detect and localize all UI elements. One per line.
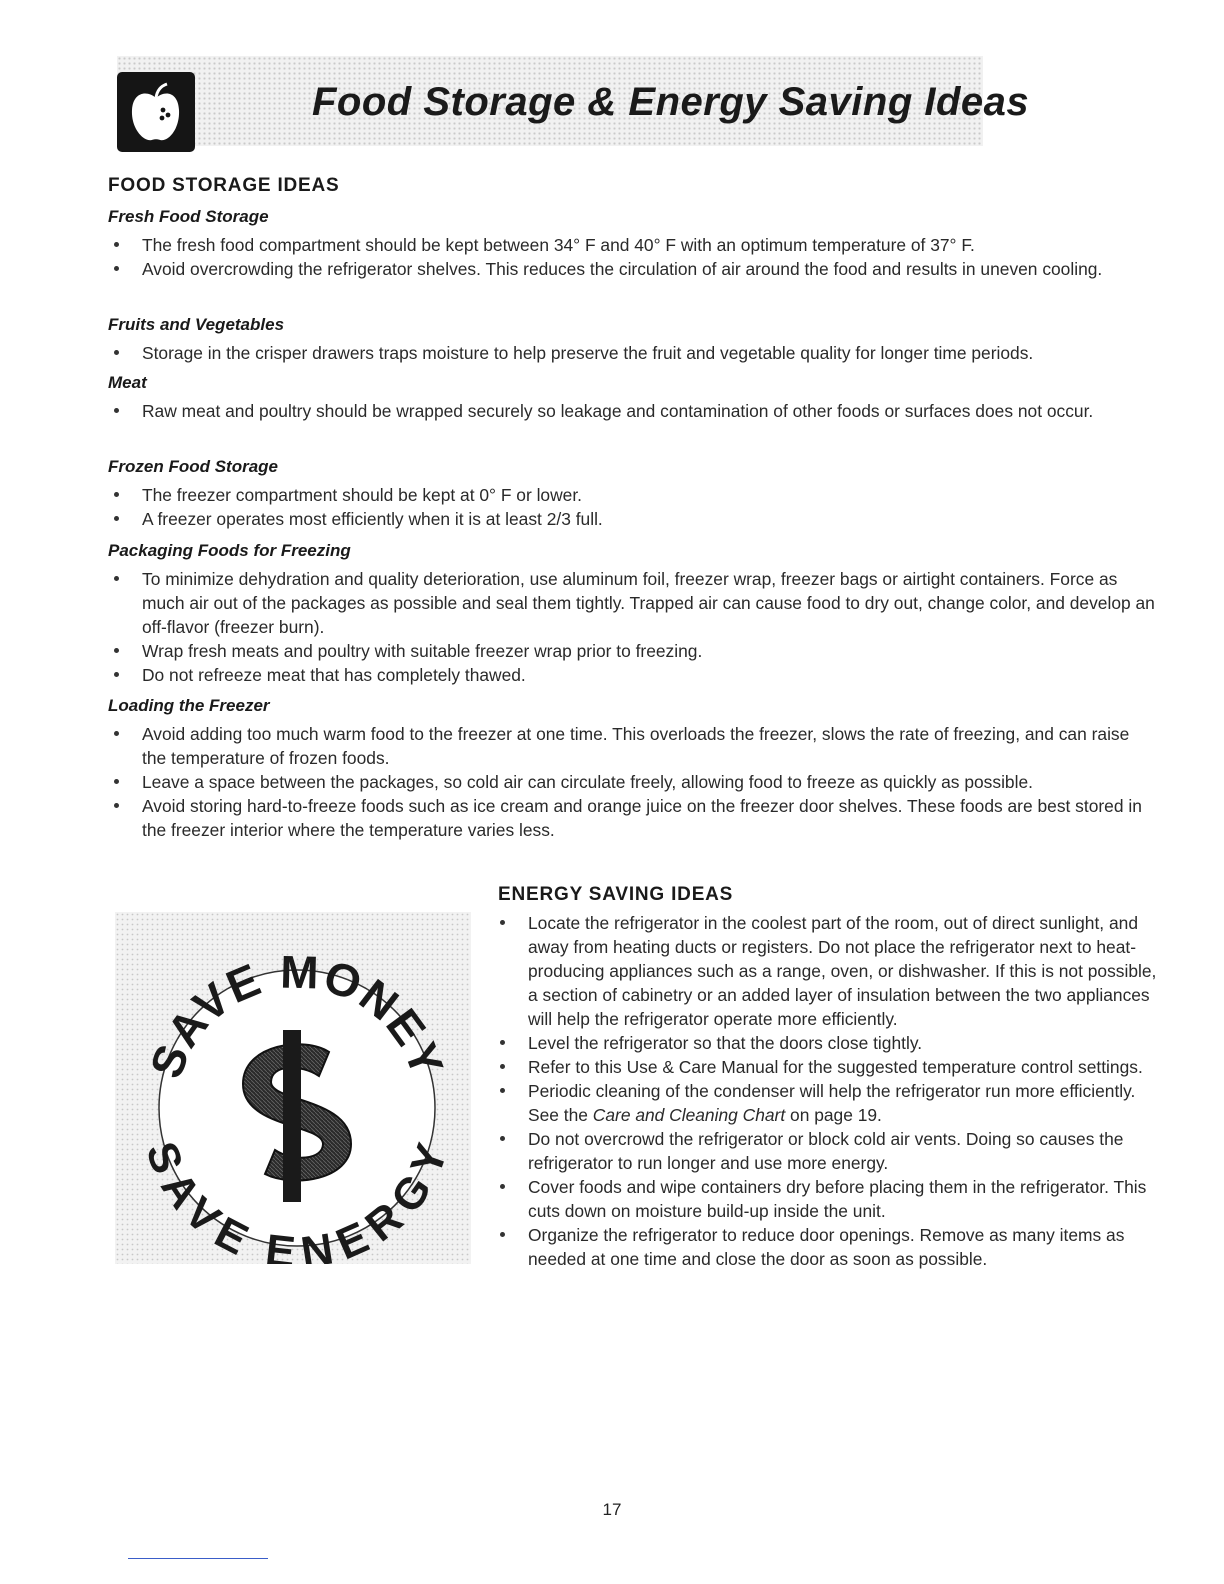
save-money-save-energy-logo [115, 912, 471, 1264]
list-item: Wrap fresh meats and poultry with suitable freezer wrap prior to freezing. [108, 639, 1158, 663]
apple-icon [117, 72, 195, 152]
care-cleaning-chart-reference: Care and Cleaning Chart [592, 1105, 786, 1125]
list-item: Level the refrigerator so that the doors close tightly. [494, 1031, 1162, 1055]
logo-bottom-text: SAVE ENERGY [135, 1135, 459, 1264]
frozen-food-list [108, 483, 1158, 531]
list-item: Do not refreeze meat that has completely thawed. [108, 663, 1158, 687]
fresh-food-list [108, 233, 1158, 281]
fruits-vegetables-list [108, 341, 1158, 365]
page-number: 17 [602, 1500, 622, 1519]
list-item: The fresh food compartment should be kept between 34° F and 40° F with an optimum temperature of 37° F. [108, 233, 1158, 257]
list-item: Avoid storing hard-to-freeze foods such as ice cream and orange juice on the freezer door shelves. These foods are best stored in the freezer interior where the temperature varies less. [108, 794, 1158, 842]
list-item: Storage in the crisper drawers traps moisture to help preserve the fruit and vegetable quality for longer time periods. [108, 341, 1158, 365]
meat-list [108, 399, 1158, 423]
list-item: Cover foods and wipe containers dry before placing them in the refrigerator. This cuts down on moisture build-up inside the unit. [494, 1175, 1162, 1223]
list-item: Refer to this Use & Care Manual for the suggested temperature control settings. [494, 1055, 1162, 1079]
list-item-text: on page 19. [785, 1105, 882, 1125]
food-storage-title: FOOD STORAGE IDEAS [108, 175, 340, 196]
page-title: Food Storage & Energy Saving Ideas [312, 80, 1030, 124]
energy-saving-list [494, 911, 1162, 1271]
list-item: Avoid overcrowding the refrigerator shelves. This reduces the circulation of air around the food and results in uneven cooling. [108, 257, 1158, 281]
fruits-vegetables-heading: Fruits and Vegetables [108, 315, 285, 334]
footer-rule [128, 1558, 268, 1559]
list-item-text: Periodic cleaning of the condenser will help the refrigerator run more efficiently. See the [528, 1081, 1136, 1125]
list-item [494, 1079, 1162, 1127]
fresh-food-heading: Fresh Food Storage [108, 207, 269, 226]
list-item: The freezer compartment should be kept at 0° F or lower. [108, 483, 1158, 507]
frozen-food-heading: Frozen Food Storage [108, 457, 278, 476]
loading-freezer-heading: Loading the Freezer [108, 696, 270, 715]
list-item: Locate the refrigerator in the coolest part of the room, out of direct sunlight, and away from heating ducts or registers. Do not place the refrigerator next to heat-producing appliances such as a range, oven, or dishwasher. If this is not possible, a section of cabinetry or an added layer of insulation between the two appliances will help the refrigerator operate more efficiently. [494, 911, 1162, 1031]
list-item: Do not overcrowd the refrigerator or block cold air vents. Doing so causes the refrigerator to run longer and use more energy. [494, 1127, 1162, 1175]
energy-saving-title: ENERGY SAVING IDEAS [498, 884, 734, 905]
list-item: A freezer operates most efficiently when it is at least 2/3 full. [108, 507, 1158, 531]
loading-freezer-list [108, 722, 1158, 842]
list-item: Avoid adding too much warm food to the freezer at one time. This overloads the freezer, slows the rate of freezing, and can raise the temperature of frozen foods. [108, 722, 1158, 770]
logo-top-text: SAVE MONEY [139, 945, 455, 1085]
packaging-heading: Packaging Foods for Freezing [108, 541, 351, 560]
list-item: Raw meat and poultry should be wrapped securely so leakage and contamination of other foods or surfaces does not occur. [108, 399, 1158, 423]
list-item: Organize the refrigerator to reduce door openings. Remove as many items as needed at one time and close the door as soon as possible. [494, 1223, 1162, 1271]
list-item: Leave a space between the packages, so cold air can circulate freely, allowing food to freeze as quickly as possible. [108, 770, 1158, 794]
meat-heading: Meat [108, 373, 147, 392]
packaging-list [108, 567, 1158, 687]
list-item: To minimize dehydration and quality deterioration, use aluminum foil, freezer wrap, freezer bags or airtight containers. Force as much air out of the packages as possible and seal them tightly. Trapped air can cause food to dry out, change color, and develop an off-flavor (freezer burn). [108, 567, 1158, 639]
